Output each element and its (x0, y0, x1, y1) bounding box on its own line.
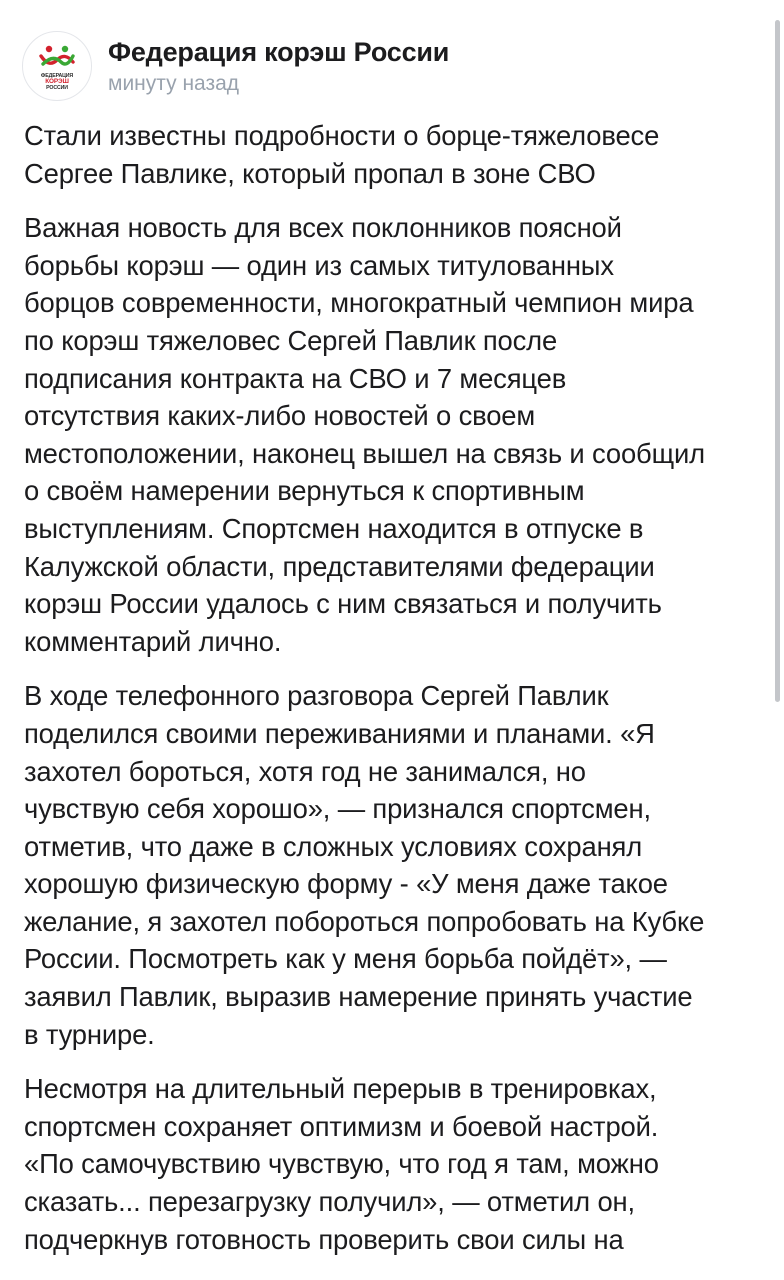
post-paragraph-2: Важная новость для всех поклонников поясной борьбы корэш — один из самых титулованных борцов современности, многократный чемпион мира по корэш тяжеловес Сергей Павлик после подписания контракта на СВО и 7 месяцев отсутствия каких-либо новостей о своем местоположении, наконец вышел на связь и сообщил о своём намерении вернуться к спортивным выступлениям. Спортсмен находится в отпуске в Калужской области, представителями федерации корэш России удалось с ним связаться и получить комментарий лично. (24, 212, 705, 657)
post-paragraph-1: Стали известны подробности о борце-тяжеловесе Сергее Павлике, который пропал в зоне СВО (24, 120, 660, 189)
avatar-logo-text: ФЕДЕРАЦИЯ КОРЭШ РОССИИ (40, 72, 74, 91)
scrollbar[interactable] (775, 20, 780, 702)
post-body (24, 117, 768, 1275)
channel-avatar[interactable] (22, 31, 92, 101)
post-header (22, 30, 449, 102)
header-text (108, 35, 449, 98)
post-paragraph-3: В ходе телефонного разговора Сергей Павлик поделился своими переживаниями и планами. «Я захотел бороться, хотя год не занимался, но чувствую себя хорошо», — признался спортсмен, отметив, что даже в сложных условиях сохранял хорошую физическую форму - «У меня даже такое желание, я захотел побороться попробовать на Кубке России. Посмотреть как у меня борьба пойдёт», — заявил Павлик, выразив намерение принять участие в турнире. (24, 680, 705, 1050)
korash-federation-logo-icon (35, 42, 79, 72)
post-paragraph-4: Несмотря на длительный перерыв в тренировках, спортсмен сохраняет оптимизм и боевой настрой. «По самочувствию чувствую, что год я там, можно сказать... перезагрузку получил», — отметил он, подчеркнув готовность проверить свои силы на (24, 1073, 659, 1255)
channel-name[interactable]: Федерация корэш России (108, 36, 450, 67)
post-timestamp[interactable]: минуту назад (108, 71, 240, 95)
